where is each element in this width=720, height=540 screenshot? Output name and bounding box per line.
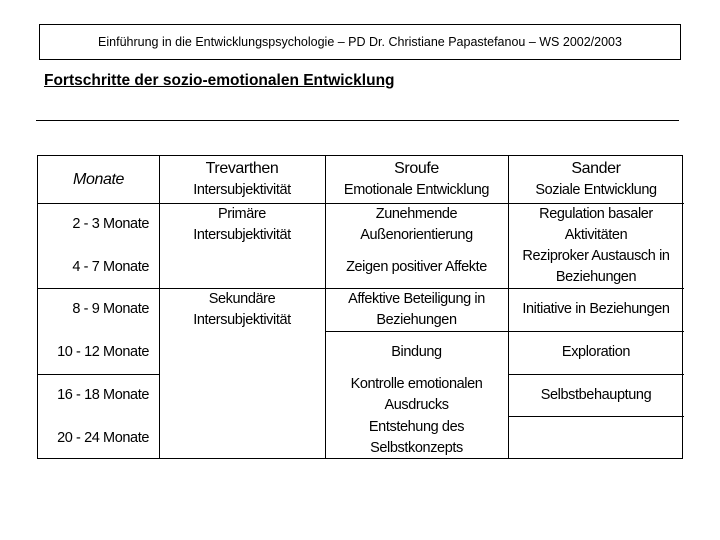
sander-header [508, 156, 684, 203]
row-divider-sander-4 [508, 416, 684, 417]
sander-cell [508, 331, 684, 374]
sander-text: Aktivitäten [564, 226, 628, 243]
age-row [38, 374, 159, 416]
sander-cell [508, 246, 684, 288]
age-row [38, 288, 159, 331]
months-header-label: Monate [73, 171, 124, 188]
lecture-header-text: Einführung in die Entwicklungspsychologie – PD Dr. Christiane Papastefanou – WS 2002/2003 [98, 35, 622, 49]
sander-cell [508, 288, 684, 331]
sroufe-cell [325, 203, 508, 246]
sander-text: Beziehungen [555, 269, 637, 285]
age-label: 4 - 7 Monate [72, 258, 149, 275]
development-table [37, 155, 683, 459]
age-row [38, 416, 159, 460]
sroufe-text: Kontrolle emotionalen [350, 376, 483, 392]
age-row [38, 203, 159, 246]
sander-text: Selbstbehauptung [540, 386, 652, 403]
sroufe-header [325, 156, 508, 203]
sroufe-header-name: Sroufe [394, 160, 439, 177]
sander-cell [508, 374, 684, 416]
sroufe-cell [325, 416, 508, 460]
sroufe-cell [325, 246, 508, 288]
sroufe-text: Beziehungen [376, 311, 457, 328]
title-divider [36, 120, 679, 121]
trevarthen-primary-line1: Primäre [218, 205, 266, 222]
trevarthen-header [159, 156, 325, 203]
sander-header-sub: Soziale Entwicklung [535, 182, 657, 198]
sroufe-text: Außenorientierung [360, 226, 473, 243]
sroufe-text: Entstehung des [368, 419, 465, 435]
sander-text: Reziproker Austausch in [522, 248, 670, 264]
sroufe-text: Selbstkonzepts [370, 440, 463, 456]
age-label: 2 - 3 Monate [72, 216, 149, 232]
trevarthen-secondary-line1: Sekundäre [208, 290, 276, 307]
sroufe-header-sub: Emotionale Entwicklung [343, 182, 490, 198]
age-row [38, 331, 159, 374]
sander-header-name: Sander [571, 160, 621, 177]
age-label: 16 - 18 Monate [57, 386, 149, 403]
trevarthen-secondary-cell [159, 288, 325, 331]
sander-text: Regulation basaler [539, 205, 653, 222]
sroufe-text: Affektive Beteiligung in [348, 290, 485, 307]
sroufe-cell [325, 331, 508, 374]
trevarthen-secondary-line2: Intersubjektivität [193, 311, 291, 328]
age-row [38, 246, 159, 288]
trevarthen-primary-line2: Intersubjektivität [193, 226, 291, 243]
trevarthen-header-sub: Intersubjektivität [193, 182, 291, 198]
sroufe-text: Zeigen positiver Affekte [346, 258, 487, 275]
months-header [38, 156, 159, 203]
sroufe-cell [325, 374, 508, 416]
sroufe-text: Bindung [391, 344, 442, 360]
sroufe-text: Ausdrucks [384, 397, 449, 413]
trevarthen-primary-cell [159, 203, 325, 246]
sroufe-cell [325, 288, 508, 331]
age-label: 20 - 24 Monate [57, 429, 149, 446]
age-label: 8 - 9 Monate [72, 301, 149, 317]
sander-text: Initiative in Beziehungen [522, 301, 670, 317]
sander-text: Exploration [561, 344, 631, 360]
sroufe-text: Zunehmende [375, 205, 458, 222]
lecture-header [39, 24, 681, 60]
age-label: 10 - 12 Monate [57, 344, 149, 360]
slide-title: Fortschritte der sozio-emotionalen Entwicklung [44, 72, 395, 89]
trevarthen-header-name: Trevarthen [205, 160, 279, 177]
sander-cell [508, 203, 684, 246]
